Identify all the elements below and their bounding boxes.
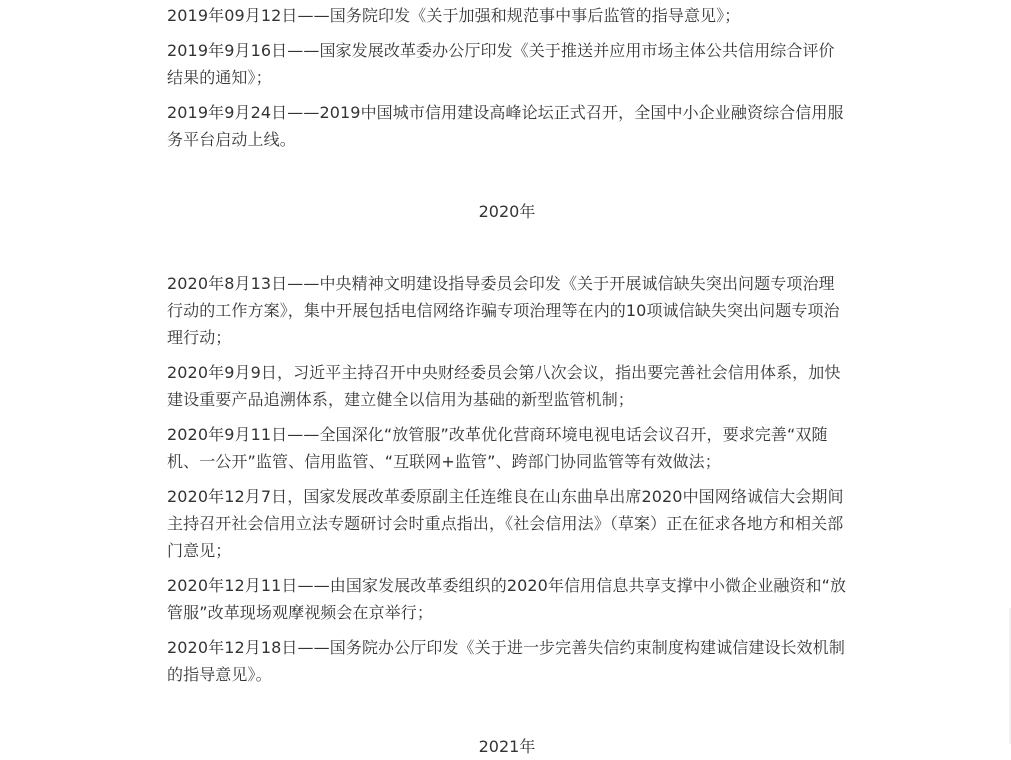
timeline-entry: 2019年09月12日——国务院印发《关于加强和规范事中事后监管的指导意见》；	[167, 6, 741, 25]
timeline-entry: 2020年12月11日——由国家发展改革委组织的2020年信用信息共享支撑中小微企业融资和“放管服”改革现场观摩视频会在京举行；	[167, 576, 847, 622]
timeline-entry: 2020年9月11日——全国深化“放管服”改革优化营商环境电视电话会议召开，要求完善“双随机、一公开”监管、信用监管、“互联网+监管”、跨部门协同监管等有效做法；	[167, 425, 828, 471]
article-body	[167, 0, 847, 760]
timeline-entry: 2019年9月16日——国家发展改革委办公厅印发《关于推送并应用市场主体公共信用综合评价结果的通知》；	[167, 41, 835, 87]
timeline-entry: 2020年8月13日——中央精神文明建设指导委员会印发《关于开展诚信缺失突出问题专项治理行动的工作方案》，集中开展包括电信网络诈骗专项治理等在内的10项诚信缺失突出问题专项治理行动；	[167, 274, 840, 347]
timeline-entry: 2019年9月24日——2019中国城市信用建设高峰论坛正式召开，全国中小企业融资综合信用服务平台启动上线。	[167, 103, 844, 149]
timeline-entry: 2020年12月7日，国家发展改革委原副主任连维良在山东曲阜出席2020中国网络诚信大会期间主持召开社会信用立法专题研讨会时重点指出，《社会信用法》（草案）正在征求各地方和相关部门意见；	[167, 487, 844, 560]
timeline-entry: 2020年12月18日——国务院办公厅印发《关于进一步完善失信约束制度构建诚信建设长效机制的指导意见》。	[167, 638, 845, 684]
year-heading-2021: 2021年	[478, 737, 536, 756]
timeline-entry: 2020年9月9日，习近平主持召开中央财经委员会第八次会议，指出要完善社会信用体系，加快建设重要产品追溯体系，建立健全以信用为基础的新型监管机制；	[167, 363, 841, 409]
year-heading-2020: 2020年	[478, 202, 536, 221]
